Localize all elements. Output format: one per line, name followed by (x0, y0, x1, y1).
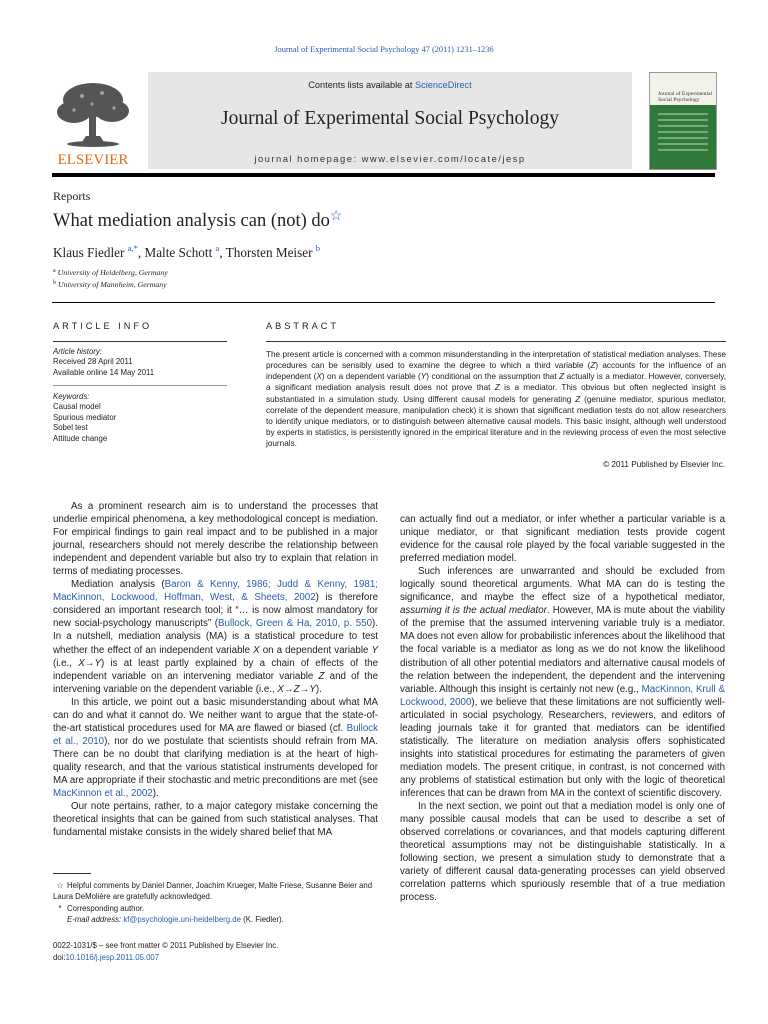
author-name[interactable]: Malte Schott (144, 245, 213, 260)
email-link[interactable]: kf@psychologie.uni-heidelberg.de (123, 915, 241, 924)
elsevier-wordmark: ELSEVIER (57, 152, 129, 168)
journal-title: Journal of Experimental Social Psychology (221, 108, 559, 129)
issn-doi: 0022-1031/$ – see front matter © 2011 Published by Elsevier Inc. doi:10.1016/j.jesp.2011.05.007 (53, 941, 279, 962)
keyword: Sobel test (53, 423, 88, 433)
sciencedirect-link[interactable]: ScienceDirect (415, 80, 472, 90)
footnote-rule (53, 873, 91, 874)
author-list: Klaus Fiedler $^{a,*}$, Malte Schott $^a$, Thorsten Meiser $^b$ (53, 243, 321, 260)
homepage-url[interactable]: www.elsevier.com/locate/jesp (361, 153, 526, 164)
doi-link[interactable]: 10.1016/j.jesp.2011.05.007 (65, 952, 160, 962)
author-name[interactable]: Klaus Fiedler (53, 245, 125, 260)
history-label: Article history: (53, 347, 102, 356)
title-footnote-mark[interactable]: ☆ (329, 209, 343, 224)
article-history (53, 347, 154, 378)
keywords-label: Keywords: (53, 392, 90, 401)
section-label: Reports (53, 189, 91, 203)
header-rule (52, 173, 715, 177)
citation-link[interactable]: Bullock, Green & Ha, 2010, p. 550 (218, 618, 373, 630)
body-column-right: can actually find out a mediator, or infer whether a particular variable is a unique mediator, or that significant mediation tests provide cogent evidence for the causal role played by the focal variable suggested in the preferred mediation model. Such inferences are unwarranted and should be excluded from logically sound theoretical arguments. What MA can do is testing the significance, and maybe the effect size of a hypothetical mediator, assuming it is the actual mediator. However, MA is mute about the viability of the premise that the assumed intervening variable truly is a mediator. MA does not even allow for probabilistic inferences about the likelihood that the focal variable is a mediator as long as we do not know the likelihood distribution of all other potential mediators and alternative causal models of the relation between the independent, the dependent and the intervening variable. Although this insight is certainly not new (e.g., MacKinnon, Krull & Lockwood, 2000), we believe that these limitations are not sufficiently well-articulated in social psychology. Researchers, reviewers, and editors of leading journals take it for granted that mediators can be identified statistically. The literature on mediation analysis offers sophisticated insights into statistical procedures for estimating the parameters of given mediation models. The present critique, in contrast, is not concerned with any problems of statistical estimation but only with the logic of theoretical inferences that can be drawn from MA in the context of scientific discovery. In the next section, we point out that a mediation model is only one of many possible causal models that can be used to describe a set of observed correlations or covariances, and that models capturing different theoretical assumptions may not be distinguishable statistically. In a following section, we present a simulation study to demonstrate that a variety of different causal data-generating processes can yield observed correlation patterns which spuriously resemble that of a true mediation process. (400, 514, 726, 904)
affiliation: $^a$ University of Heidelberg, Germany (53, 268, 168, 277)
contents-line (148, 80, 632, 90)
abstract-rule (266, 341, 726, 342)
journal-homepage (148, 153, 632, 164)
info-divider (53, 385, 227, 386)
keyword: Spurious mediator (53, 412, 117, 422)
cover-title: Journal of Experimental Social Psychology (658, 91, 713, 104)
keywords-block (53, 392, 116, 444)
author-marks[interactable]: b (315, 243, 321, 253)
affiliation: $^b$ University of Mannheim, Germany (53, 280, 167, 289)
footnote-acknowledgment: ☆ Helpful comments by Daniel Danner, Joachim Krueger, Malte Friese, Susanne Beier and Laura DeMolière are gratefully acknowledged. (53, 881, 373, 902)
affiliation-rule (52, 302, 715, 303)
article-info-heading: ARTICLE INFO (53, 321, 153, 331)
citation-link[interactable]: MacKinnon, Krull & Lockwood, 2000 (400, 683, 725, 708)
author-marks[interactable]: a (215, 243, 220, 253)
keyword: Causal model (53, 402, 101, 412)
keyword: Attitude change (53, 433, 108, 443)
info-rule (53, 341, 227, 342)
journal-citation[interactable]: Journal of Experimental Social Psychology 47 (2011) 1231–1236 (274, 45, 494, 54)
issn-line: 0022-1031/$ – see front matter © 2011 Published by Elsevier Inc. (53, 941, 279, 950)
body-column-left: As a prominent research aim is to understand the processes that underlie empirical phenomena, a key methodological concept is mediation. For empirical findings to gain real impact and to be published in a major journal, researchers should not merely describe the relationship between independent and dependent variable but also try to explain that relation in terms of mediating processes. Mediation analysis (Baron & Kenny, 1986; Judd & Kenny, 1981; MacKinnon, Lockwood, Hoffman, West, & Sheets, 2002) is therefore considered an important research tool; it “… is now almost mandatory for new social-psychology manuscripts” (Bullock, Green & Ha, 2010, p. 550). In a nutshell, mediation analysis (MA) is a statistical procedure to test whether the effect of an independent variable X on a dependent variable Y (i.e., X→Y) is at least partly explained by a chain of effects of the independent variable on an intervening mediator variable Z and of the intervening variable on the dependent variable (i.e., X→Z→Y). In this article, we point out a basic misunderstanding about what MA can do and what it cannot do. We neither want to argue that the state-of-the-art statistical procedures used for MA are flawed or biased (cf. Bullock et al., 2010), nor do we postulate that scientists should refrain from MA. There can be no doubt that clarifying mediation is at the heart of high-quality research, and that the various statistical instruments developed for MA are appropriate if their stochastic and metric preconditions are met (see MacKinnon et al., 2002). Our note pertains, rather, to a major category mistake concerning the theoretical insights that can be gained from such statistical analyses. That fundamental mistake consists in the widely shared belief that MA (53, 501, 379, 839)
author-marks[interactable]: a,* (127, 243, 138, 253)
homepage-label: journal homepage: (254, 153, 362, 164)
citation-link[interactable]: Baron & Kenny, 1986; Judd & Kenny, 1981; MacKinnon, Lockwood, Hoffman, West, & Sheets, 2002 (53, 579, 378, 604)
journal-cover-thumbnail (649, 72, 717, 170)
footnote-corresponding: * Corresponding author. (58, 904, 145, 913)
online-date: Available online 14 May 2011 (53, 367, 155, 377)
abstract-copyright: © 2011 Published by Elsevier Inc. (603, 460, 725, 469)
contents-prefix: Contents lists available at (308, 80, 416, 90)
elsevier-logo (52, 78, 134, 168)
abstract-heading: ABSTRACT (266, 321, 340, 331)
paper-title (53, 208, 342, 232)
citation-link[interactable]: MacKinnon et al., 2002 (53, 788, 153, 800)
abstract-text: The present article is concerned with a common misunderstanding in the interpretation of statistical mediation analyses. These procedures can be sensibly used to examine the degree to which a third variable (Z) accounts for the influence of an independent (X) on a dependent variable (Y) conditional on the assumption that Z actually is a mediator. However, conversely, a significant mediation analysis result does not prove that Z is a mediator. This obvious but often neglected insight is substantiated in a simulation study. Using different causal models for generating Z (genuine mediator, spurious mediator, correlate of the dependent measure, manipulation check) it is shown that significant mediation tests do not allow researchers to identify unique mediators, or to distinguish between alternative causal models. This basic insight, although well understood by experts in statistics, is persistently ignored in the empirical literature and in the reviewing process of even the most selective journals. (266, 350, 726, 449)
citation-link[interactable]: Bullock et al., 2010 (53, 722, 378, 747)
footnote-email: E-mail address: kf@psychologie.uni-heidelberg.de (K. Fiedler). (67, 915, 284, 924)
author-name[interactable]: Thorsten Meiser (225, 245, 313, 260)
paper-title-text: What mediation analysis can (not) do (53, 211, 330, 231)
received-date: Received 28 April 2011 (53, 357, 133, 367)
